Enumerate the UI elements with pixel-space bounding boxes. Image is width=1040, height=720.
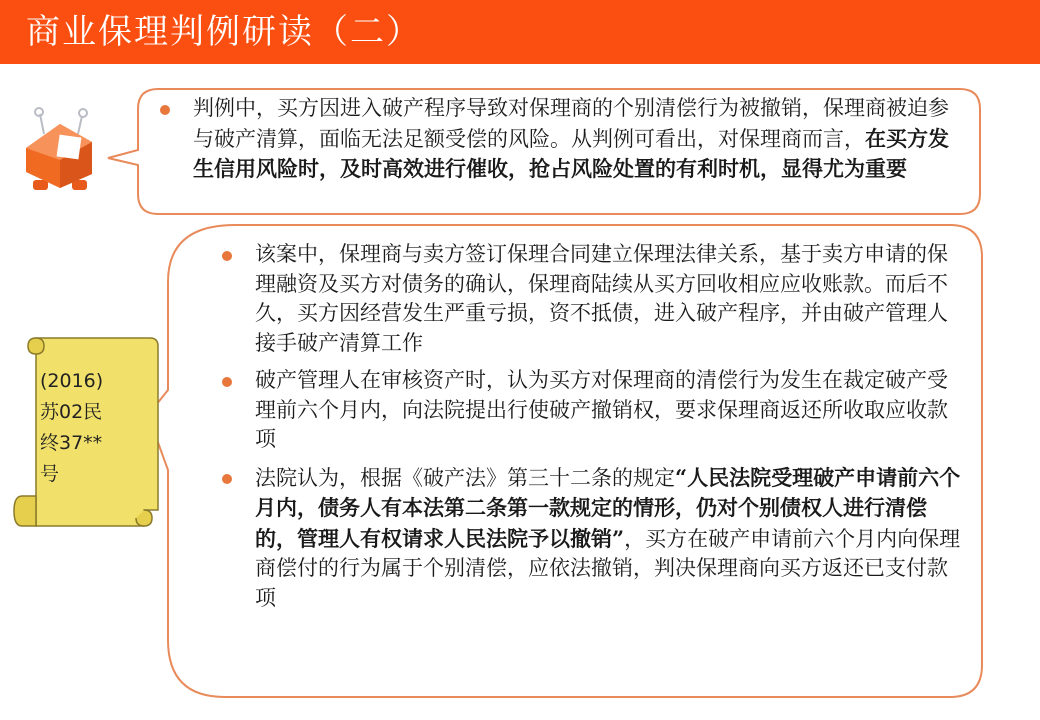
bullet-icon [222, 251, 232, 261]
item-emphasis: “人民法院受理破产申请前六个月内，债务人有本法第二条第一款规定的情形，仍对个别债权人进行清偿的，管理人有权请求人民法院予以撤销” [255, 464, 961, 551]
item-text: ，买方在破产申请前六个月内向保理商偿付的行为属于个别清偿，应依法撤销，判决保理商向买方返还已支付款项 [255, 526, 961, 610]
item-text: 破产管理人在审核资产时，认为买方对保理商的清偿行为发生在裁定破产受理前六个月内，向法院提出行使破产撤销权，要求保理商返还所收取应收款项 [255, 368, 948, 451]
case-number-line: (2016) [40, 370, 104, 392]
list-item [216, 366, 966, 455]
bullet-icon [222, 474, 232, 484]
list-item [216, 463, 966, 614]
item-emphasis: 在买方发生信用风险时，及时高效进行催收，抢占风险处置的有利时机，显得尤为重要 [193, 125, 949, 181]
case-number-line: 号 [40, 463, 60, 485]
main-callout-text [216, 240, 966, 613]
top-callout-text [154, 94, 964, 185]
list-item [216, 240, 966, 358]
case-number-line: 终37** [40, 432, 103, 454]
case-number [40, 366, 140, 490]
item-text: 判例中，买方因进入破产程序导致对保理商的个别清偿行为被撤销，保理商被迫参与破产清算，面临无法足额受偿的风险。从判例可看出，对保理商而言， [193, 96, 949, 151]
item-text: 法院认为，根据《破产法》第三十二条的规定 [255, 465, 675, 490]
bullet-icon [222, 377, 232, 387]
case-number-line: 苏02民 [40, 401, 103, 423]
page-title: 商业保理判例研读（二） [26, 12, 422, 52]
robot-mascot-icon [26, 108, 92, 190]
item-text: 该案中，保理商与卖方签订保理合同建立保理法律关系，基于卖方申请的保理融资及买方对债务的确认，保理商陆续从买方回收相应应收账款。而后不久，买方因经营发生严重亏损，资不抵债，进入破产程序，并由破产管理人接手破产清算工作 [255, 242, 948, 355]
list-item [154, 94, 964, 185]
bullet-icon [160, 105, 170, 115]
